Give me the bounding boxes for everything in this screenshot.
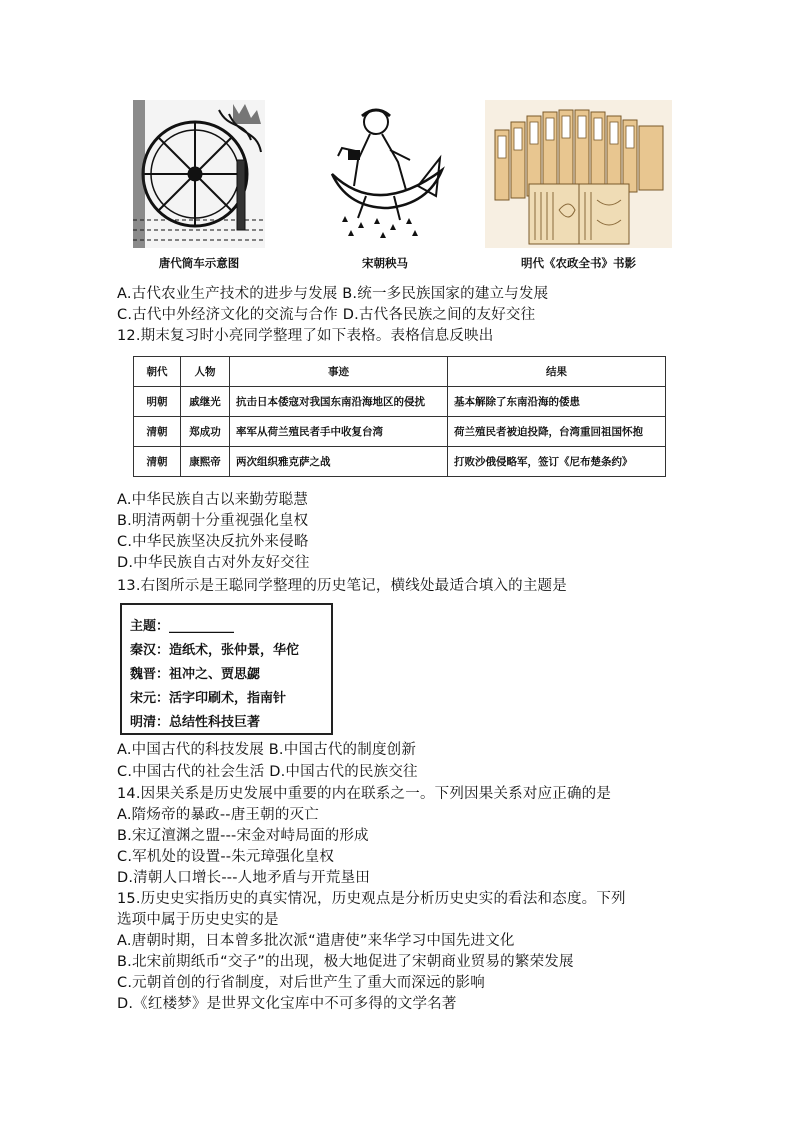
seedling-horse-illustration (318, 100, 452, 248)
q15-option-d: D.《红楼梦》是世界文化宝库中不可多得的文学名著 (117, 996, 457, 1012)
q15-option-b: B.北宋前期纸币“交子”的出现，极大地促进了宋朝商业贸易的繁荣发展 (117, 954, 574, 970)
cell-dynasty: 清朝 (134, 417, 181, 447)
notes-topic: 主题：__________ (130, 619, 235, 634)
cell-person: 康熙帝 (181, 447, 230, 477)
q12-option-d: D.中华民族自古对外友好交往 (117, 555, 310, 571)
notes-line: 秦汉：造纸术，张仲景，华佗 (130, 643, 300, 658)
q15-option-c: C.元朝首创的行省制度，对后世产生了重大而深远的影响 (117, 975, 485, 991)
caption-seedling-horse: 宋朝秧马 (362, 256, 408, 270)
q12-option-a: A.中华民族自古以来勤劳聪慧 (117, 492, 309, 508)
figure-seedling-horse (318, 100, 452, 248)
q12-table (133, 356, 666, 477)
cell-person: 郑成功 (181, 417, 230, 447)
header-deeds: 事迹 (230, 357, 448, 387)
cell-result: 荷兰殖民者被迫投降，台湾重回祖国怀抱 (448, 417, 666, 447)
header-result: 结果 (448, 357, 666, 387)
q15-stem-line2: 选项中属于历史史实的是 (117, 912, 279, 928)
cell-dynasty: 明朝 (134, 387, 181, 417)
q13-option-ab: A.中国古代的科技发展 B.中国古代的制度创新 (117, 742, 417, 758)
cell-deeds: 抗击日本倭寇对我国东南沿海地区的侵扰 (230, 387, 448, 417)
table-row (134, 447, 666, 477)
q13-stem: 13.右图所示是王聪同学整理的历史笔记，横线处最适合填入的主题是 (117, 578, 567, 594)
q12-option-c: C.中华民族坚决反抗外来侵略 (117, 534, 309, 550)
cell-result: 基本解除了东南沿海的倭患 (448, 387, 666, 417)
q12-stem: 12.期末复习时小亮同学整理了如下表格。表格信息反映出 (117, 328, 494, 344)
cell-deeds: 两次组织雅克萨之战 (230, 447, 448, 477)
q15-stem-line1: 15.历史史实指历史的真实情况，历史观点是分析历史史实的看法和态度。下列 (117, 891, 626, 907)
cell-result: 打败沙俄侵略军，签订《尼布楚条约》 (448, 447, 666, 477)
table-header-row (134, 357, 666, 387)
waterwheel-illustration (133, 100, 265, 248)
q14-option-c: C.军机处的设置--朱元璋强化皇权 (117, 849, 335, 865)
q14-option-a: A.隋炀帝的暴政--唐王朝的灭亡 (117, 807, 319, 823)
cell-person: 戚继光 (181, 387, 230, 417)
caption-waterwheel: 唐代筒车示意图 (158, 256, 240, 270)
q14-option-d: D.清朝人口增长---人地矛盾与开荒垦田 (117, 870, 370, 886)
q12-option-b: B.明清两朝十分重视强化皇权 (117, 513, 309, 529)
cell-dynasty: 清朝 (134, 447, 181, 477)
table-row (134, 417, 666, 447)
q11-option-ab: A.古代农业生产技术的进步与发展 B.统一多民族国家的建立与发展 (117, 286, 549, 302)
notes-line: 宋元：活字印刷术，指南针 (130, 691, 287, 706)
header-dynasty: 朝代 (134, 357, 181, 387)
q13-notes-box (120, 603, 333, 735)
notes-line: 明清：总结性科技巨著 (130, 715, 261, 730)
q15-option-a: A.唐朝时期，日本曾多批次派“遣唐使”来华学习中国先进文化 (117, 933, 515, 949)
caption-book: 明代《农政全书》书影 (521, 256, 636, 270)
q11-option-cd: C.古代中外经济文化的交流与合作 D.古代各民族之间的友好交往 (117, 307, 536, 323)
q14-stem: 14.因果关系是历史发展中重要的内在联系之一。下列因果关系对应正确的是 (117, 786, 612, 802)
table-row (134, 387, 666, 417)
figure-book (485, 100, 672, 248)
header-person: 人物 (181, 357, 230, 387)
q13-option-cd: C.中国古代的社会生活 D.中国古代的民族交往 (117, 764, 418, 780)
q14-option-b: B.宋辽澶渊之盟---宋金对峙局面的形成 (117, 828, 369, 844)
book-illustration (485, 100, 672, 248)
figure-waterwheel (133, 100, 265, 248)
notes-line: 魏晋：祖冲之、贾思勰 (130, 667, 261, 682)
cell-deeds: 率军从荷兰殖民者手中收复台湾 (230, 417, 448, 447)
